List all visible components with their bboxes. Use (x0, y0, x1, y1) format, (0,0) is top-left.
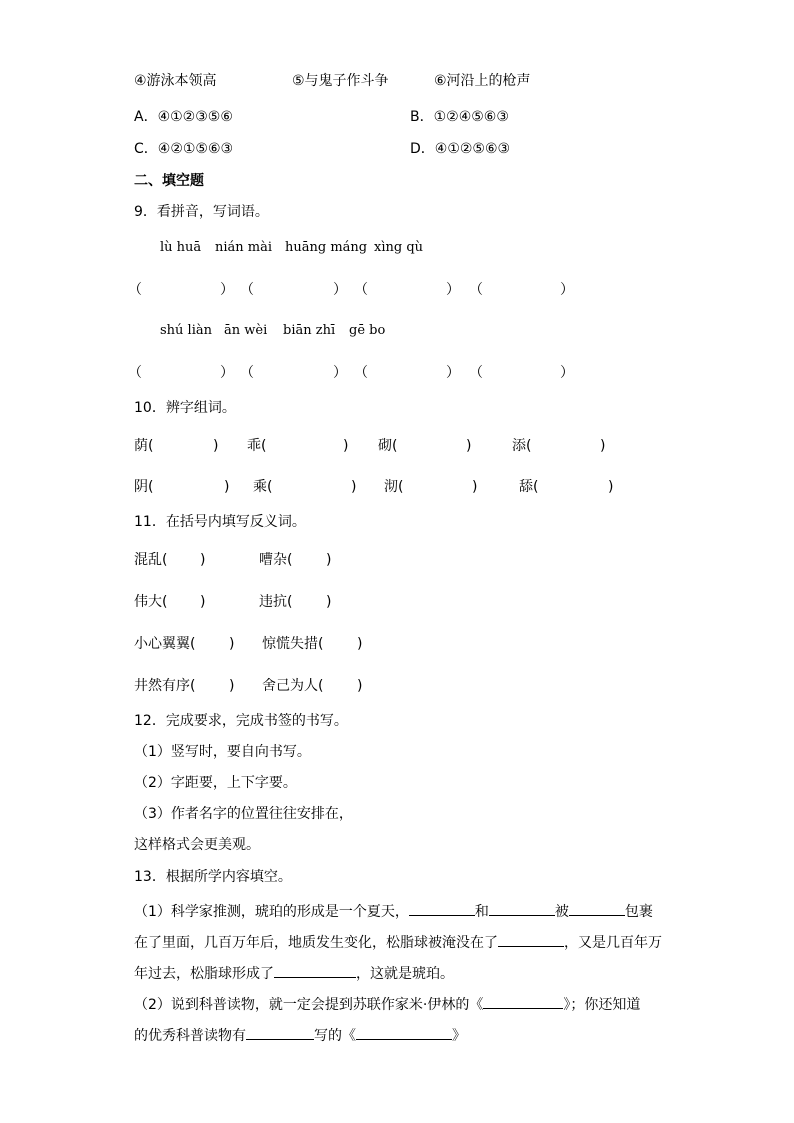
q8-option-4: ④游泳本领高 (134, 73, 217, 89)
paren-close: ) (200, 594, 206, 610)
paren-close: ) (608, 479, 614, 495)
text: 年过去，松脂球形成了 (134, 966, 274, 982)
pinyin-6: ān wèi (224, 323, 268, 338)
fill-blank[interactable] (274, 961, 356, 978)
q10-title: 10．辨字组词。 (134, 400, 236, 416)
paren-close: ） (333, 365, 347, 381)
q8-option-5: ⑤与鬼子作斗争 (292, 73, 389, 89)
text: 被 (554, 904, 569, 920)
pinyin-8: gē bo (349, 323, 386, 338)
text: 包裹 (624, 904, 653, 920)
paren-close: ） (220, 365, 234, 381)
pinyin-5: shú liàn (160, 323, 212, 338)
q10-item[interactable]: 添( (512, 438, 532, 454)
pinyin-4: xìng qù (374, 240, 424, 255)
q10-item[interactable]: 砌( (378, 438, 398, 454)
q10-item[interactable]: 舔( (519, 479, 539, 495)
q11-item[interactable]: 嘈杂( (259, 552, 293, 568)
text: （1）科学家推测，琥珀的形成是一个夏天， (134, 904, 409, 920)
fill-blank[interactable] (498, 930, 564, 947)
answer-blank[interactable]: （ (128, 282, 142, 298)
q11-item[interactable]: 惊慌失措( (262, 636, 324, 652)
q10-item[interactable]: 乘( (253, 479, 273, 495)
text: 在了里面，几百万年后，地质发生变化，松脂球被淹没在了 (134, 935, 498, 951)
fill-blank[interactable] (356, 1023, 452, 1040)
fill-blank[interactable] (483, 992, 563, 1009)
paren-close: ) (224, 479, 230, 495)
answer-blank[interactable]: （ (240, 365, 254, 381)
q11-item[interactable]: 舍己为人( (262, 678, 324, 694)
text: 》；你还知道 (563, 997, 641, 1013)
q11-item[interactable]: 井然有序( (134, 678, 196, 694)
text: （2）说到科普读物，就一定会提到苏联作家米·伊林的《 (134, 997, 484, 1013)
q8-choice-b[interactable]: B．①②④⑤⑥③ (410, 109, 509, 125)
text: ，又是几百年万 (564, 935, 662, 951)
q10-item[interactable]: 沏( (384, 479, 404, 495)
paren-close: ) (357, 636, 363, 652)
paren-close: ) (351, 479, 357, 495)
q8-choice-a[interactable]: A．④①②③⑤⑥ (134, 109, 233, 125)
q8-choice-c[interactable]: C．④②①⑤⑥③ (134, 141, 234, 157)
q13-title: 13．根据所学内容填空。 (134, 869, 292, 885)
q12-title: 12．完成要求，完成书签的书写。 (134, 713, 348, 729)
q11-title: 11．在括号内填写反义词。 (134, 514, 306, 530)
text: 和 (474, 904, 489, 920)
q12-line-4: 这样格式会更美观。 (134, 837, 260, 853)
paren-close: ) (229, 636, 235, 652)
fill-blank[interactable] (409, 899, 475, 916)
paren-close: ） (446, 282, 460, 298)
q11-item[interactable]: 混乱( (134, 552, 168, 568)
text: ，这就是琥珀。 (356, 966, 454, 982)
q12-line-3: （3）作者名字的位置往往安排在， (134, 806, 353, 822)
paren-close: ) (229, 678, 235, 694)
q11-item[interactable]: 小心翼翼( (134, 636, 196, 652)
fill-blank[interactable] (569, 899, 625, 916)
paren-close: ) (472, 479, 478, 495)
q11-item[interactable]: 违抗( (259, 594, 293, 610)
q13-p1-line3 (134, 961, 454, 984)
q10-item[interactable]: 阴( (134, 479, 154, 495)
q10-item[interactable]: 乖( (247, 438, 267, 454)
fill-blank[interactable] (489, 899, 555, 916)
text: 写的《 (314, 1028, 356, 1044)
answer-blank[interactable]: （ (240, 282, 254, 298)
fill-blank[interactable] (246, 1023, 314, 1040)
paren-close: ) (357, 678, 363, 694)
section-title: 二、填空题 (134, 173, 204, 189)
q8-option-6: ⑥河沿上的枪声 (434, 73, 531, 89)
pinyin-3: huāng máng (285, 240, 368, 255)
answer-blank[interactable]: （ (469, 282, 483, 298)
text: 的优秀科普读物有 (134, 1028, 246, 1044)
answer-blank[interactable]: （ (469, 365, 483, 381)
paren-close: ) (466, 438, 472, 454)
answer-blank[interactable]: （ (128, 365, 142, 381)
q9-title: 9．看拼音，写词语。 (134, 204, 269, 220)
q11-item[interactable]: 伟大( (134, 594, 168, 610)
paren-close: ) (600, 438, 606, 454)
paren-close: ） (560, 282, 574, 298)
q10-item[interactable]: 荫( (134, 438, 154, 454)
paren-close: ) (326, 552, 332, 568)
text: 》 (452, 1028, 466, 1044)
q13-p1-line1 (134, 899, 653, 922)
q13-p2-line2 (134, 1023, 466, 1046)
q13-p2-line1 (134, 992, 640, 1015)
pinyin-7: biān zhī (283, 323, 336, 338)
paren-close: ) (213, 438, 219, 454)
paren-close: ) (200, 552, 206, 568)
q8-choice-d[interactable]: D．④①②⑤⑥③ (410, 141, 511, 157)
paren-close: ） (333, 282, 347, 298)
pinyin-1: lù huā (160, 240, 202, 255)
q13-p1-line2 (134, 930, 662, 953)
paren-close: ） (446, 365, 460, 381)
answer-blank[interactable]: （ (354, 365, 368, 381)
paren-close: ) (343, 438, 349, 454)
paren-close: ) (326, 594, 332, 610)
q12-line-1: （1）竖写时，要自向书写。 (134, 744, 311, 760)
paren-close: ） (220, 282, 234, 298)
answer-blank[interactable]: （ (354, 282, 368, 298)
q12-line-2: （2）字距要，上下字要。 (134, 775, 297, 791)
pinyin-2: nián mài (215, 240, 273, 255)
paren-close: ） (560, 365, 574, 381)
